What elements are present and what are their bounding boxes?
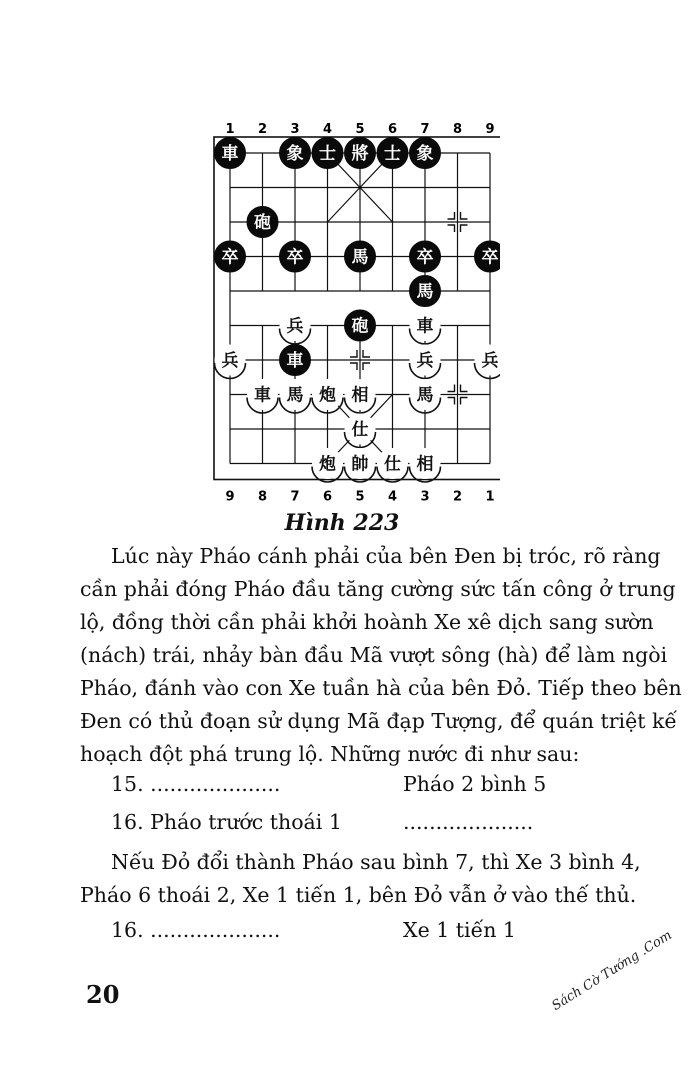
piece-label: 砲 [351, 316, 369, 337]
piece-label: 馬 [416, 282, 434, 302]
xiangqi-piece [345, 138, 376, 169]
xiangqi-piece [247, 207, 278, 238]
xiangqi-piece [312, 448, 343, 482]
piece-label: 車 [286, 351, 304, 371]
paragraph-line: Pháo, đánh vào con Xe tuần hà của bên Đỏ. Tiếp theo bên [80, 676, 682, 700]
paragraph-line: Pháo 6 thoái 2, Xe 1 tiến 1, bên Đỏ vẫn ở vào thế thủ. [80, 883, 637, 907]
file-label-bottom: 3 [420, 489, 430, 505]
piece-label: 仕 [351, 420, 369, 440]
file-label-bottom: 2 [452, 489, 463, 505]
piece-label: 兵 [416, 351, 434, 371]
xiangqi-piece [410, 448, 441, 482]
piece-label: 馬 [286, 385, 304, 406]
xiangqi-board-diagram [200, 108, 500, 508]
file-label-top: 9 [485, 122, 495, 137]
piece-label: 車 [416, 316, 434, 337]
move-row-16b [111, 918, 631, 948]
page-number: 20 [86, 980, 120, 1009]
xiangqi-piece [345, 414, 376, 448]
move-red: 15. .................... [111, 772, 281, 796]
piece-label: 卒 [481, 247, 499, 268]
xiangqi-piece [345, 241, 376, 272]
file-label-top: 3 [290, 122, 300, 137]
xiangqi-piece [280, 241, 311, 272]
piece-label: 車 [254, 385, 271, 406]
xiangqi-piece [280, 310, 311, 344]
piece-label: 卒 [286, 247, 304, 268]
piece-label: 炮 [319, 385, 336, 406]
watermark-signature: Sách Cờ Tướng .Com [549, 927, 675, 1014]
paragraph-line: Lúc này Pháo cánh phải của bên Đen bị tróc, rõ ràng [111, 544, 661, 568]
file-label-top: 4 [322, 122, 333, 137]
paragraph-line: cần phải đóng Pháo đầu tăng cường sức tấn công ở trung [80, 577, 676, 601]
paragraph-2 [80, 846, 640, 912]
piece-label: 馬 [351, 247, 369, 268]
xiangqi-piece [312, 138, 343, 169]
piece-label: 相 [351, 385, 369, 406]
xiangqi-piece [410, 138, 441, 169]
paragraph-line: Đen có thủ đoạn sử dụng Mã đạp Tượng, để quán triệt kế [80, 709, 678, 733]
xiangqi-piece [215, 138, 246, 169]
piece-label: 士 [319, 144, 336, 164]
file-label-bottom: 5 [355, 489, 365, 505]
file-label-bottom: 1 [485, 489, 495, 505]
piece-label: 士 [384, 144, 401, 164]
figure-caption: Hình 223 [284, 510, 400, 536]
file-label-top: 2 [257, 122, 268, 137]
file-label-top: 5 [355, 122, 365, 137]
xiangqi-piece [377, 448, 408, 482]
piece-label: 兵 [481, 351, 499, 371]
xiangqi-piece [410, 276, 441, 307]
file-label-bottom: 9 [225, 489, 235, 505]
move-black: .................... [403, 810, 534, 834]
paragraph-line: Nếu Đỏ đổi thành Pháo sau bình 7, thì Xe 3 bình 4, [111, 850, 641, 874]
paragraph-line: hoạch đột phá trung lộ. Những nước đi như sau: [80, 742, 580, 766]
xiangqi-piece [215, 345, 246, 379]
piece-label: 象 [286, 144, 304, 164]
piece-label: 馬 [416, 385, 434, 406]
file-label-bottom: 4 [387, 489, 398, 505]
xiangqi-piece [410, 345, 441, 379]
move-red: 16. Pháo trước thoái 1 [111, 810, 342, 834]
move-row-16 [111, 810, 631, 840]
xiangqi-piece [215, 241, 246, 272]
xiangqi-piece [410, 379, 441, 413]
paragraph-1 [80, 540, 682, 771]
xiangqi-piece [345, 310, 376, 341]
xiangqi-piece [377, 138, 408, 169]
piece-label: 將 [351, 144, 369, 164]
move-black: Xe 1 tiến 1 [403, 918, 516, 942]
xiangqi-piece [475, 345, 501, 379]
piece-label: 砲 [254, 213, 271, 233]
move-black: Pháo 2 bình 5 [403, 772, 547, 796]
piece-label: 帥 [351, 454, 369, 475]
file-label-top: 8 [452, 122, 463, 137]
xiangqi-piece [280, 345, 311, 376]
file-label-top: 6 [387, 122, 398, 137]
file-label-top: 1 [225, 122, 235, 137]
file-label-bottom: 6 [322, 489, 333, 505]
file-label-bottom: 7 [290, 489, 300, 505]
xiangqi-piece [410, 310, 441, 344]
move-red: 16. .................... [111, 918, 281, 942]
xiangqi-piece [410, 241, 441, 272]
paragraph-line: lộ, đồng thời cần phải khởi hoành Xe xê dịch sang sườn [80, 610, 654, 634]
piece-label: 兵 [221, 351, 239, 371]
xiangqi-piece [280, 138, 311, 169]
xiangqi-piece [247, 379, 278, 413]
xiangqi-piece [280, 379, 311, 413]
piece-label: 卒 [221, 247, 239, 268]
piece-label: 車 [221, 144, 239, 164]
xiangqi-piece [312, 379, 343, 413]
file-label-bottom: 8 [257, 489, 268, 505]
paragraph-line: (nách) trái, nhảy bàn đầu Mã vượt sông (hà) để làm ngòi [80, 643, 668, 667]
xiangqi-piece [345, 448, 376, 482]
piece-label: 相 [416, 454, 434, 475]
piece-label: 炮 [319, 454, 336, 475]
piece-label: 卒 [416, 247, 434, 268]
xiangqi-piece [475, 241, 501, 272]
piece-label: 象 [416, 144, 434, 164]
move-row-15 [111, 772, 631, 802]
xiangqi-piece [345, 379, 376, 413]
piece-label: 兵 [286, 316, 304, 337]
piece-label: 仕 [384, 454, 401, 475]
file-label-top: 7 [420, 122, 430, 137]
